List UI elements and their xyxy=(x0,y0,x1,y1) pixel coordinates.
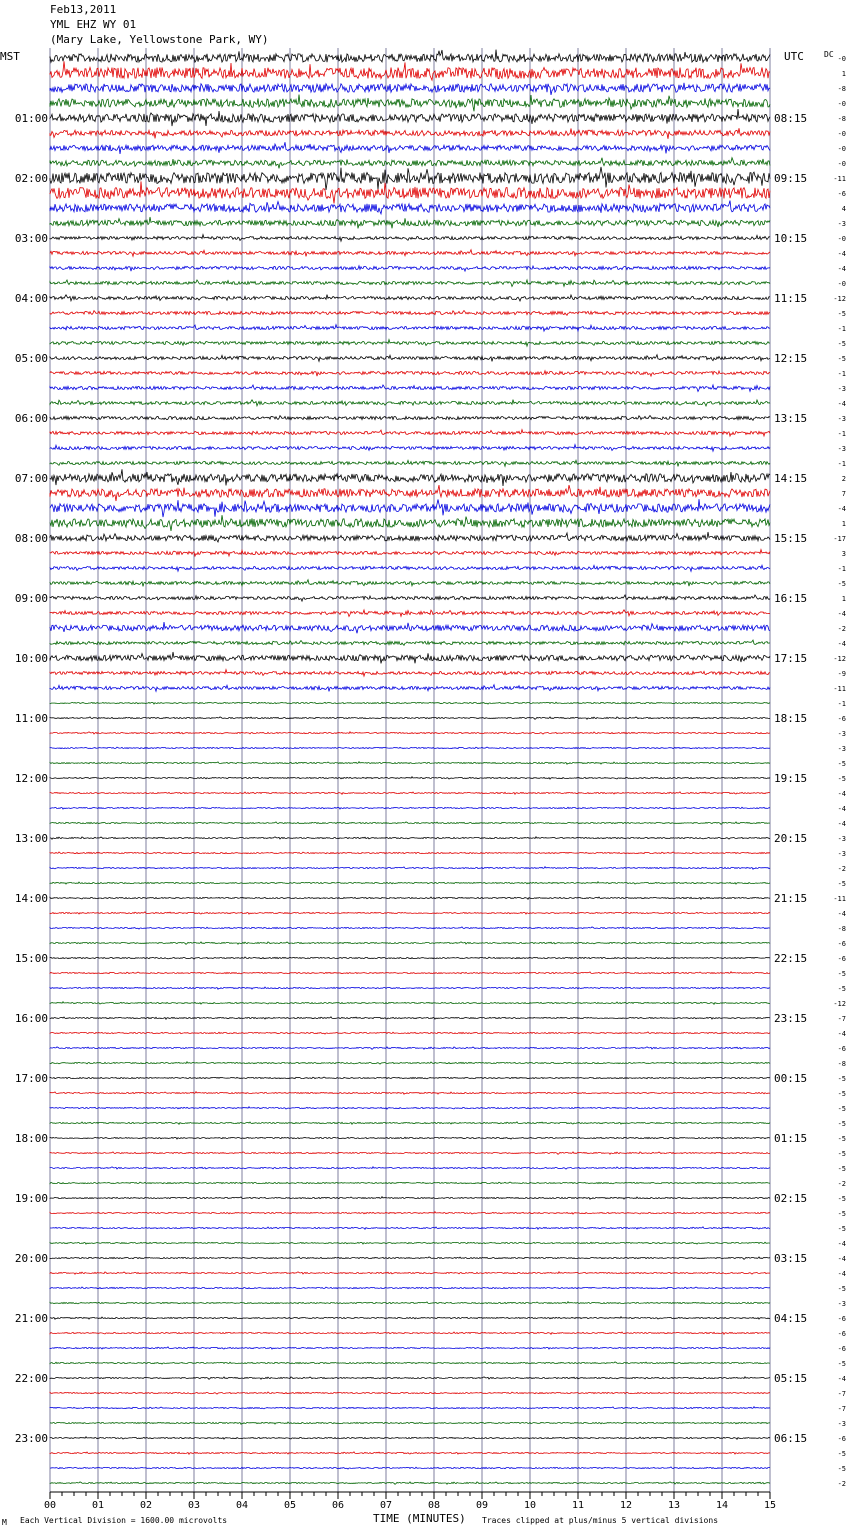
trace-row-78 xyxy=(50,1227,770,1230)
dc-offset: -3 xyxy=(837,730,846,738)
dc-offset: -5 xyxy=(837,1225,846,1233)
dc-offset: -4 xyxy=(837,640,846,648)
dc-offset: -5 xyxy=(837,1150,846,1158)
trace-row-54 xyxy=(50,867,770,870)
dc-offset: -5 xyxy=(837,1195,846,1203)
trace-row-2 xyxy=(50,83,770,95)
corner-mark: M xyxy=(2,1518,7,1527)
trace-row-52 xyxy=(50,837,770,840)
dc-offset: -5 xyxy=(837,1165,846,1173)
trace-row-65 xyxy=(50,1032,770,1034)
dc-offset: -5 xyxy=(837,340,846,348)
trace-row-66 xyxy=(50,1047,770,1050)
dc-offset: -7 xyxy=(837,1405,846,1413)
hour-label-right: 09:15 xyxy=(774,172,808,185)
trace-row-95 xyxy=(50,1482,770,1485)
hour-label-right: 19:15 xyxy=(774,772,808,785)
dc-offset: -6 xyxy=(837,1345,846,1353)
dc-offset: -4 xyxy=(837,1030,846,1038)
dc-offset: -2 xyxy=(837,1180,846,1188)
dc-offset: -4 xyxy=(837,505,846,513)
dc-offset: -12 xyxy=(833,1000,846,1008)
dc-offset: -6 xyxy=(837,955,846,963)
trace-row-5 xyxy=(50,128,770,139)
dc-offset: -2 xyxy=(837,1480,846,1488)
trace-row-15 xyxy=(50,280,770,287)
trace-row-67 xyxy=(50,1062,770,1064)
hour-label-right: 02:15 xyxy=(774,1192,808,1205)
trace-row-9 xyxy=(50,181,770,203)
trace-row-4 xyxy=(50,109,770,126)
dc-offset: -0 xyxy=(837,145,846,153)
x-tick-label: 13 xyxy=(667,1500,681,1511)
hour-label-left: 16:00 xyxy=(14,1012,48,1025)
dc-offset: -6 xyxy=(837,190,846,198)
dc-offset: -6 xyxy=(837,715,846,723)
dc-offset: -5 xyxy=(837,580,846,588)
hour-label-right: 15:15 xyxy=(774,532,808,545)
trace-row-80 xyxy=(50,1257,770,1259)
hour-label-left: 11:00 xyxy=(14,712,48,725)
dc-offset: -0 xyxy=(837,235,846,243)
trace-row-26 xyxy=(50,445,770,452)
trace-row-16 xyxy=(50,295,770,301)
trace-row-81 xyxy=(50,1272,770,1275)
scale-note: Each Vertical Division = 1600.00 microvolts xyxy=(20,1516,228,1525)
hour-label-left: 18:00 xyxy=(14,1132,48,1145)
dc-label: DC xyxy=(824,50,834,59)
x-tick-label: 00 xyxy=(43,1500,57,1511)
dc-offset: -4 xyxy=(837,790,846,798)
trace-row-90 xyxy=(50,1407,770,1409)
dc-offset: -4 xyxy=(837,820,846,828)
dc-offset: -11 xyxy=(833,685,846,693)
hour-label-right: 10:15 xyxy=(774,232,808,245)
x-tick-label: 04 xyxy=(235,1500,249,1511)
dc-offset: -3 xyxy=(837,445,846,453)
dc-offset: -8 xyxy=(837,115,846,123)
dc-offset: 4 xyxy=(841,205,846,213)
dc-offset: -8 xyxy=(837,1060,846,1068)
trace-row-93 xyxy=(50,1452,770,1455)
hour-label-right: 17:15 xyxy=(774,652,808,665)
dc-offset: -5 xyxy=(837,1090,846,1098)
dc-offset: -5 xyxy=(837,1210,846,1218)
trace-row-29 xyxy=(50,485,770,501)
hour-label-right: 20:15 xyxy=(774,832,808,845)
dc-offset: -3 xyxy=(837,220,846,228)
hour-label-right: 14:15 xyxy=(774,472,808,485)
trace-row-56 xyxy=(50,897,770,899)
x-tick-label: 05 xyxy=(283,1500,297,1511)
dc-offset: -5 xyxy=(837,1465,846,1473)
x-tick-label: 11 xyxy=(571,1500,585,1511)
trace-row-46 xyxy=(50,747,770,749)
trace-row-12 xyxy=(50,235,770,242)
trace-row-8 xyxy=(50,167,770,190)
dc-offset: -11 xyxy=(833,895,846,903)
trace-row-75 xyxy=(50,1182,770,1184)
trace-row-58 xyxy=(50,927,770,929)
trace-row-86 xyxy=(50,1347,770,1349)
trace-row-32 xyxy=(50,532,770,542)
dc-offset: -4 xyxy=(837,805,846,813)
hour-label-right: 22:15 xyxy=(774,952,808,965)
dc-offset: -3 xyxy=(837,745,846,753)
trace-row-44 xyxy=(50,717,770,719)
dc-offset: 7 xyxy=(841,490,846,498)
x-tick-label: 01 xyxy=(91,1500,105,1511)
dc-offset: -6 xyxy=(837,1315,846,1323)
trace-row-42 xyxy=(50,685,770,692)
dc-offset: 3 xyxy=(841,550,846,558)
dc-offset: -8 xyxy=(837,85,846,93)
trace-row-43 xyxy=(50,702,770,704)
dc-offset: -0 xyxy=(837,280,846,288)
dc-offset: -4 xyxy=(837,400,846,408)
dc-offset: -17 xyxy=(833,535,846,543)
hour-label-right: 03:15 xyxy=(774,1252,808,1265)
trace-row-28 xyxy=(50,469,770,486)
dc-offset: -1 xyxy=(837,430,846,438)
trace-row-59 xyxy=(50,942,770,945)
trace-row-79 xyxy=(50,1242,770,1244)
trace-row-14 xyxy=(50,266,770,271)
hour-label-left: 08:00 xyxy=(14,532,48,545)
dc-offset: 2 xyxy=(841,475,846,483)
hour-label-right: 12:15 xyxy=(774,352,808,365)
trace-row-22 xyxy=(50,385,770,392)
dc-offset: -1 xyxy=(837,325,846,333)
dc-offset: -1 xyxy=(837,565,846,573)
dc-offset: -1 xyxy=(837,700,846,708)
x-axis-label: TIME (MINUTES) xyxy=(373,1512,466,1525)
hour-label-right: 00:15 xyxy=(774,1072,808,1085)
trace-row-39 xyxy=(50,640,770,645)
hour-label-right: 05:15 xyxy=(774,1372,808,1385)
trace-row-83 xyxy=(50,1302,770,1304)
hour-label-right: 18:15 xyxy=(774,712,808,725)
hour-label-left: 02:00 xyxy=(14,172,48,185)
dc-offset: -5 xyxy=(837,1120,846,1128)
dc-offset: -5 xyxy=(837,985,846,993)
trace-row-30 xyxy=(50,499,770,517)
trace-row-73 xyxy=(50,1152,770,1154)
x-tick-label: 03 xyxy=(187,1500,201,1511)
x-tick-label: 06 xyxy=(331,1500,345,1511)
trace-row-64 xyxy=(50,1017,770,1020)
hour-label-left: 12:00 xyxy=(14,772,48,785)
dc-offset: -4 xyxy=(837,265,846,273)
trace-row-69 xyxy=(50,1092,770,1095)
dc-offset: -5 xyxy=(837,1105,846,1113)
trace-row-33 xyxy=(50,550,770,557)
trace-row-1 xyxy=(50,61,770,80)
left-timezone-label: MST xyxy=(0,50,20,63)
trace-row-85 xyxy=(50,1332,770,1334)
hour-label-left: 19:00 xyxy=(14,1192,48,1205)
trace-row-89 xyxy=(50,1392,770,1394)
hour-label-left: 23:00 xyxy=(14,1432,48,1445)
dc-offset: -9 xyxy=(837,670,846,678)
hour-label-left: 15:00 xyxy=(14,952,48,965)
trace-row-0 xyxy=(50,50,770,63)
trace-row-60 xyxy=(50,957,770,959)
dc-offset: -7 xyxy=(837,1390,846,1398)
trace-row-51 xyxy=(50,822,770,824)
x-tick-label: 07 xyxy=(379,1500,393,1511)
trace-row-84 xyxy=(50,1317,770,1320)
dc-offset: -4 xyxy=(837,250,846,258)
dc-offset: -5 xyxy=(837,1285,846,1293)
clip-note: Traces clipped at plus/minus 5 vertical divisions xyxy=(482,1516,719,1525)
dc-offset: -3 xyxy=(837,835,846,843)
trace-row-71 xyxy=(50,1122,770,1125)
dc-offset: -0 xyxy=(837,130,846,138)
trace-row-7 xyxy=(50,158,770,169)
trace-row-10 xyxy=(50,201,770,214)
dc-offset: 1 xyxy=(841,520,846,528)
hour-label-left: 09:00 xyxy=(14,592,48,605)
dc-offset: -3 xyxy=(837,385,846,393)
trace-row-68 xyxy=(50,1077,770,1079)
station-code: YML EHZ WY 01 xyxy=(50,18,137,31)
trace-row-36 xyxy=(50,595,770,601)
trace-row-77 xyxy=(50,1212,770,1214)
station-location: (Mary Lake, Yellowstone Park, WY) xyxy=(50,33,269,46)
trace-row-92 xyxy=(50,1437,770,1440)
trace-row-91 xyxy=(50,1422,770,1424)
trace-row-35 xyxy=(50,580,770,587)
dc-offset: 1 xyxy=(841,595,846,603)
dc-offset: -8 xyxy=(837,925,846,933)
dc-offset: -0 xyxy=(837,100,846,108)
dc-offset: -1 xyxy=(837,370,846,378)
hour-label-right: 08:15 xyxy=(774,112,808,125)
trace-row-34 xyxy=(50,565,770,571)
dc-offset: -5 xyxy=(837,1450,846,1458)
hour-label-left: 05:00 xyxy=(14,352,48,365)
plot-date: Feb13,2011 xyxy=(50,3,117,16)
trace-row-76 xyxy=(50,1197,770,1200)
trace-row-41 xyxy=(50,670,770,677)
dc-offset: -4 xyxy=(837,1375,846,1383)
trace-row-40 xyxy=(50,652,770,663)
x-tick-label: 15 xyxy=(763,1500,777,1511)
hour-label-left: 07:00 xyxy=(14,472,48,485)
trace-row-62 xyxy=(50,987,770,989)
dc-offset: -5 xyxy=(837,880,846,888)
dc-offset: -6 xyxy=(837,1330,846,1338)
trace-row-37 xyxy=(50,610,770,617)
dc-offset: -3 xyxy=(837,1300,846,1308)
hour-label-left: 22:00 xyxy=(14,1372,48,1385)
dc-offset: -5 xyxy=(837,1135,846,1143)
x-tick-label: 09 xyxy=(475,1500,489,1511)
trace-row-21 xyxy=(50,371,770,376)
hour-label-left: 13:00 xyxy=(14,832,48,845)
x-tick-label: 14 xyxy=(715,1500,729,1511)
hour-label-right: 11:15 xyxy=(774,292,808,305)
hour-label-left: 10:00 xyxy=(14,652,48,665)
dc-offset: -6 xyxy=(837,940,846,948)
x-tick-label: 02 xyxy=(139,1500,153,1511)
trace-row-55 xyxy=(50,882,770,884)
dc-offset: -7 xyxy=(837,1015,846,1023)
hour-label-right: 23:15 xyxy=(774,1012,808,1025)
dc-offset: -6 xyxy=(837,1045,846,1053)
trace-row-13 xyxy=(50,250,770,257)
trace-row-25 xyxy=(50,430,770,437)
hour-label-right: 13:15 xyxy=(774,412,808,425)
hour-label-right: 04:15 xyxy=(774,1312,808,1325)
trace-row-48 xyxy=(50,777,770,779)
dc-offset: -3 xyxy=(837,850,846,858)
trace-row-6 xyxy=(50,142,770,154)
trace-row-94 xyxy=(50,1467,770,1469)
dc-offset: -3 xyxy=(837,1420,846,1428)
hour-label-left: 04:00 xyxy=(14,292,48,305)
hour-label-right: 16:15 xyxy=(774,592,808,605)
x-tick-label: 08 xyxy=(427,1500,441,1511)
dc-offset: -12 xyxy=(833,295,846,303)
dc-offset: -1 xyxy=(837,460,846,468)
dc-offset: -4 xyxy=(837,1255,846,1263)
hour-label-left: 14:00 xyxy=(14,892,48,905)
dc-offset: -3 xyxy=(837,415,846,423)
trace-row-19 xyxy=(50,340,770,347)
trace-row-50 xyxy=(50,807,770,809)
trace-row-72 xyxy=(50,1137,770,1139)
dc-offset: -5 xyxy=(837,1360,846,1368)
dc-offset: -5 xyxy=(837,760,846,768)
dc-offset: -4 xyxy=(837,910,846,918)
dc-offset: -11 xyxy=(833,175,846,183)
trace-row-27 xyxy=(50,460,770,466)
trace-row-3 xyxy=(50,95,770,112)
trace-row-17 xyxy=(50,311,770,316)
trace-row-57 xyxy=(50,912,770,914)
trace-row-23 xyxy=(50,400,770,406)
trace-row-61 xyxy=(50,972,770,974)
dc-offset: 1 xyxy=(841,70,846,78)
trace-row-45 xyxy=(50,732,770,734)
hour-label-left: 20:00 xyxy=(14,1252,48,1265)
dc-offset: -5 xyxy=(837,1075,846,1083)
hour-label-left: 03:00 xyxy=(14,232,48,245)
trace-row-20 xyxy=(50,355,770,362)
dc-offset: -2 xyxy=(837,865,846,873)
hour-label-left: 17:00 xyxy=(14,1072,48,1085)
trace-row-18 xyxy=(50,325,770,332)
dc-offset: -5 xyxy=(837,775,846,783)
dc-offset: -4 xyxy=(837,610,846,618)
trace-row-49 xyxy=(50,792,770,795)
dc-offset: -5 xyxy=(837,355,846,363)
trace-row-87 xyxy=(50,1362,770,1364)
trace-row-70 xyxy=(50,1107,770,1109)
dc-offset: -6 xyxy=(837,1435,846,1443)
dc-offset: -2 xyxy=(837,625,846,633)
trace-row-38 xyxy=(50,622,770,633)
trace-row-74 xyxy=(50,1167,770,1169)
right-timezone-label: UTC xyxy=(784,50,804,63)
hour-label-right: 06:15 xyxy=(774,1432,808,1445)
trace-row-88 xyxy=(50,1377,770,1380)
trace-row-82 xyxy=(50,1287,770,1289)
dc-offset: -0 xyxy=(837,160,846,168)
hour-label-right: 21:15 xyxy=(774,892,808,905)
dc-offset: -12 xyxy=(833,655,846,663)
trace-row-53 xyxy=(50,852,770,854)
x-tick-label: 12 xyxy=(619,1500,633,1511)
trace-row-31 xyxy=(50,515,770,531)
dc-offset: -5 xyxy=(837,970,846,978)
hour-label-left: 21:00 xyxy=(14,1312,48,1325)
hour-label-right: 01:15 xyxy=(774,1132,808,1145)
trace-row-11 xyxy=(50,217,770,228)
dc-offset: -5 xyxy=(837,310,846,318)
hour-label-left: 06:00 xyxy=(14,412,48,425)
trace-row-47 xyxy=(50,762,770,765)
x-tick-label: 10 xyxy=(523,1500,537,1511)
dc-offset: -4 xyxy=(837,1270,846,1278)
hour-label-left: 01:00 xyxy=(14,112,48,125)
trace-row-24 xyxy=(50,416,770,421)
trace-row-63 xyxy=(50,1002,770,1005)
dc-offset: -0 xyxy=(837,55,846,63)
dc-offset: -4 xyxy=(837,1240,846,1248)
